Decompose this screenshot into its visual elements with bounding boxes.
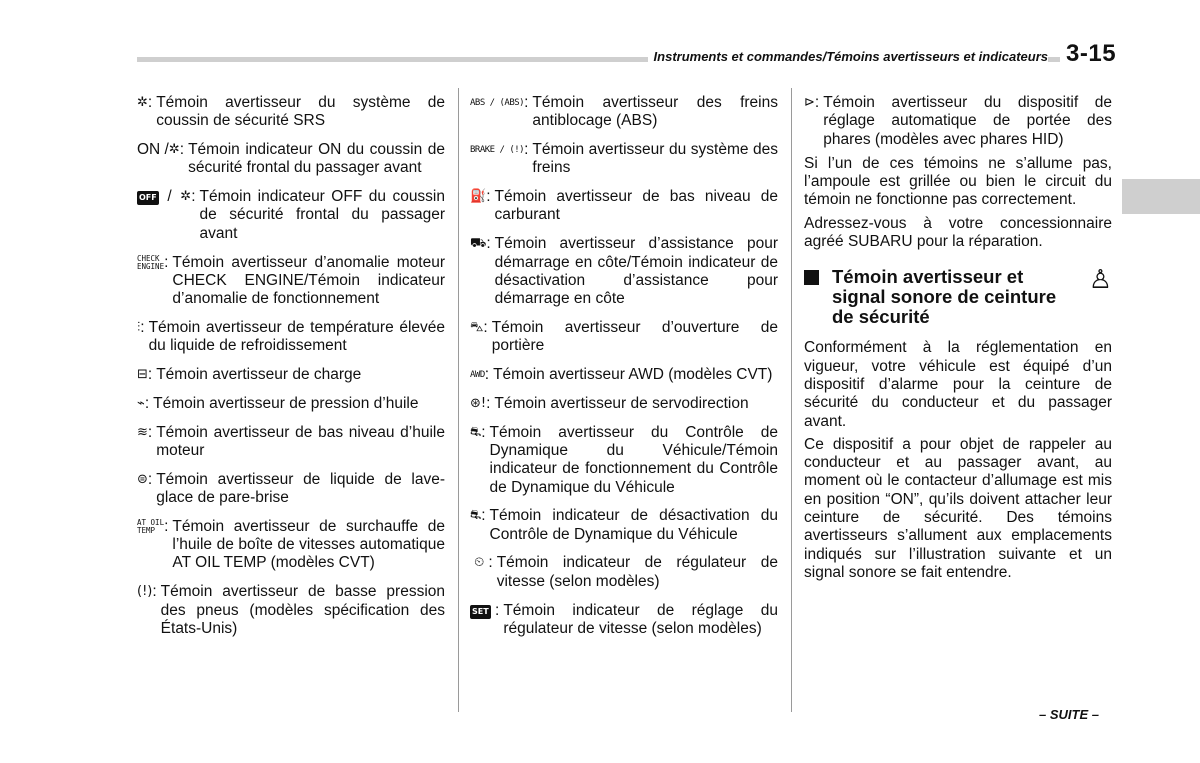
- airbag-off-badge-icon: OFF: [137, 191, 159, 205]
- list-item: ⛟ : Témoin avertisseur d’assistance pour démarrage en côte/Témoin indicateur de désactivation d’assistance pour démarrage en côte: [470, 235, 778, 308]
- section-heading: [804, 267, 1112, 327]
- chapter-thumb-tab: [1122, 179, 1200, 214]
- headlight-leveling-icon: ⊳: [804, 95, 815, 110]
- list-item: BRAKE / (!) : Témoin avertisseur du système des freins: [470, 141, 778, 177]
- check-engine-icon: CHECK ENGINE: [137, 253, 165, 271]
- hill-start-assist-icon: ⛟: [470, 236, 487, 252]
- list-item: CHECK ENGINE : Témoin avertisseur d’anomalie moteur CHECK ENGINE/Témoin indicateur d’anomalie de fonctionnement: [137, 253, 445, 308]
- paragraph: Conformément à la réglementation en vigueur, votre véhicule est équipé d’un dispositif d’alarme pour la ceinture de sécurité du conducteur et du passager avant.: [804, 339, 1112, 430]
- airbag-person-icon: ✲: [137, 95, 148, 110]
- section-bullet: [804, 270, 819, 285]
- door-open-icon: ⛍: [470, 319, 484, 335]
- low-oil-level-icon: ≋: [137, 424, 148, 440]
- list-item: ⏲ : Témoin indicateur de régulateur de vitesse (selon modèles): [470, 554, 778, 590]
- list-item: OFF / ✲ : Témoin indicateur OFF du coussin de sécurité frontal du passager avant: [139, 188, 445, 242]
- coolant-temperature-icon: ⫶: [137, 319, 141, 335]
- tire-pressure-icon: (!): [137, 584, 153, 600]
- list-item: ✲ : Témoin avertisseur du système de coussin de sécurité SRS: [137, 94, 445, 130]
- vehicle-dynamics-off-icon: ⛐: [470, 508, 482, 524]
- at-oil-temp-icon: AT OIL TEMP: [137, 517, 165, 535]
- list-item: AWD : Témoin avertisseur AWD (modèles CVT): [470, 366, 773, 384]
- list-item: ⛐ : Témoin indicateur de désactivation du Contrôle de Dynamique du Véhicule: [470, 507, 778, 543]
- list-item: ⛽ : Témoin avertisseur de bas niveau de carburant: [470, 188, 778, 224]
- paragraph: Si l’un de ces témoins ne s’allume pas, l’ampoule est grillée ou bien le circuit du témoin ne fonctionne pas correctement.: [804, 154, 1112, 209]
- paragraph: Adressez-vous à votre concessionnaire agréé SUBARU pour la réparation.: [804, 214, 1112, 251]
- cruise-set-icon: SET: [470, 605, 491, 619]
- list-item: ⊟ : Témoin avertisseur de charge: [137, 366, 362, 384]
- oil-pressure-icon: ⌁: [137, 395, 145, 411]
- running-header-title: Instruments et commandes/Témoins avertisseurs et indicateurs: [648, 49, 1048, 64]
- list-item: ⊳ : Témoin avertisseur du dispositif de réglage automatique de portée des phares (modèles avec phares HID): [804, 94, 1112, 148]
- fuel-icon: ⛽: [470, 189, 487, 205]
- list-item: ⊜ : Témoin avertisseur de liquide de lave-glace de pare-brise: [137, 470, 445, 507]
- list-item: SET : Témoin indicateur de réglage du régulateur de vitesse (selon modèles): [472, 601, 778, 637]
- list-item: ⛐ : Témoin avertisseur du Contrôle de Dynamique du Véhicule/Témoin indicateur de fonctionnement du Contrôle de Dynamique du Véhicule: [470, 423, 778, 496]
- seat-belt-icon: ♙: [1088, 265, 1112, 296]
- column-3: [804, 94, 1112, 587]
- column-divider-1: [458, 88, 459, 712]
- brake-icon: BRAKE / (!): [470, 145, 525, 156]
- list-item: (!) : Témoin avertisseur de basse pression des pneus (modèles spécification des États-Unis): [137, 583, 445, 637]
- continued-marker: – SUITE –: [1039, 707, 1099, 722]
- passenger-airbag-off-icon: ✲: [180, 189, 192, 205]
- page-number: 3-15: [1066, 40, 1117, 67]
- column-1: [137, 94, 445, 649]
- section-title: Témoin avertisseur et signal sonore de ceinture de sécurité: [832, 266, 1057, 328]
- washer-fluid-icon: ⊜: [137, 471, 148, 487]
- paragraph: Ce dispositif a pour objet de rappeler au conducteur et au passager avant, au moment où le contacteur d’allumage est mis en position “ON”, qu’ils doivent attacher leur ceinture de sécurité. Des témoins avertisseurs s’allument aux emplacements indiqués sur l’illustration suivante et un signal sonore se fait entendre.: [804, 435, 1112, 581]
- power-steering-icon: ⊛!: [470, 395, 487, 411]
- list-item: ⊛! : Témoin avertisseur de servodirection: [470, 394, 749, 412]
- column-2: [470, 94, 778, 649]
- list-item: ⫶ : Témoin avertisseur de température élevée du liquide de refroidissement: [137, 318, 445, 355]
- awd-icon: AWD: [470, 370, 485, 381]
- list-item: ABS / (ABS) : Témoin avertisseur des freins antiblocage (ABS): [470, 94, 778, 130]
- vehicle-dynamics-icon: ⛐: [470, 424, 482, 440]
- abs-icon: ABS / (ABS): [470, 98, 525, 108]
- list-item: ⛍ : Témoin avertisseur d’ouverture de portière: [470, 318, 778, 355]
- column-divider-2: [791, 88, 792, 712]
- list-item: ≋ : Témoin avertisseur de bas niveau d’huile moteur: [137, 423, 445, 459]
- passenger-airbag-on-icon: ✲: [168, 142, 180, 158]
- list-item: ON / ✲ : Témoin indicateur ON du coussin de sécurité frontal du passager avant: [137, 141, 445, 177]
- battery-charge-icon: ⊟: [137, 367, 148, 383]
- list-item: AT OIL TEMP : Témoin avertisseur de surchauffe de l’huile de boîte de vitesses automatique AT OIL TEMP (modèles CVT): [137, 517, 445, 572]
- cruise-control-icon: ⏲: [470, 555, 489, 571]
- list-item: ⌁ : Témoin avertisseur de pression d’huile: [137, 394, 419, 412]
